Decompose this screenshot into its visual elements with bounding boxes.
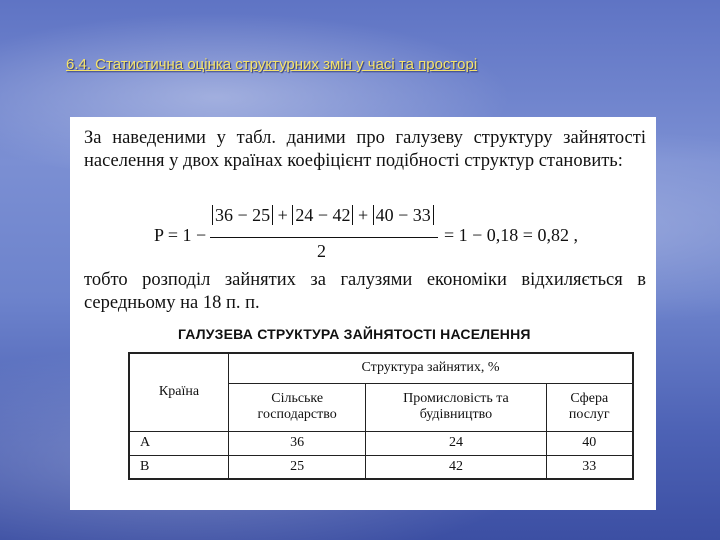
document-panel	[70, 117, 656, 510]
table-caption: ГАЛУЗЕВА СТРУКТУРА ЗАЙНЯТОСТІ НАСЕЛЕННЯ	[178, 326, 531, 342]
cell-agriculture: 25	[229, 455, 366, 479]
plus-sign-1: +	[277, 205, 288, 225]
intro-paragraph: За наведеними у табл. даними про галузеву структуру зайнятості населення у двох країнах коефіцієнт подібності структур становить:	[84, 128, 646, 171]
column-header-agriculture: Сільське господарство	[229, 383, 366, 431]
country-header: Країна	[129, 353, 229, 431]
column-header-industry: Промисловість та будівництво	[366, 383, 546, 431]
column-header-services: Сфера послуг	[546, 383, 633, 431]
cell-services: 33	[546, 455, 633, 479]
table-row	[129, 431, 633, 455]
abs-term-1: 36 − 25	[212, 205, 273, 225]
formula-numerator	[212, 205, 434, 226]
cell-industry: 42	[366, 455, 546, 479]
table-row	[129, 455, 633, 479]
cell-industry: 24	[366, 431, 546, 455]
abs-term-3: 40 − 33	[373, 205, 434, 225]
row-country: A	[129, 431, 229, 455]
plus-sign-2: +	[357, 205, 369, 225]
employment-structure-table	[128, 352, 634, 480]
table-header-row	[129, 353, 633, 383]
group-header: Структура зайнятих, %	[229, 353, 634, 383]
abs-term-2: 24 − 42	[292, 205, 353, 225]
row-country: B	[129, 455, 229, 479]
similarity-formula	[154, 203, 634, 263]
formula-rhs: = 1 − 0,18 = 0,82 ,	[444, 225, 578, 245]
formula-denominator: 2	[317, 241, 326, 261]
cell-services: 40	[546, 431, 633, 455]
slide-title: 6.4. Статистична оцінка структурних змін у часі та просторі	[66, 56, 478, 73]
conclusion-paragraph: тобто розподіл зайнятих за галузями економіки відхиляється в середньому на 18 п. п.	[84, 270, 646, 313]
fraction-bar	[210, 237, 438, 238]
formula-lhs: P = 1 −	[154, 225, 207, 245]
cell-agriculture: 36	[229, 431, 366, 455]
